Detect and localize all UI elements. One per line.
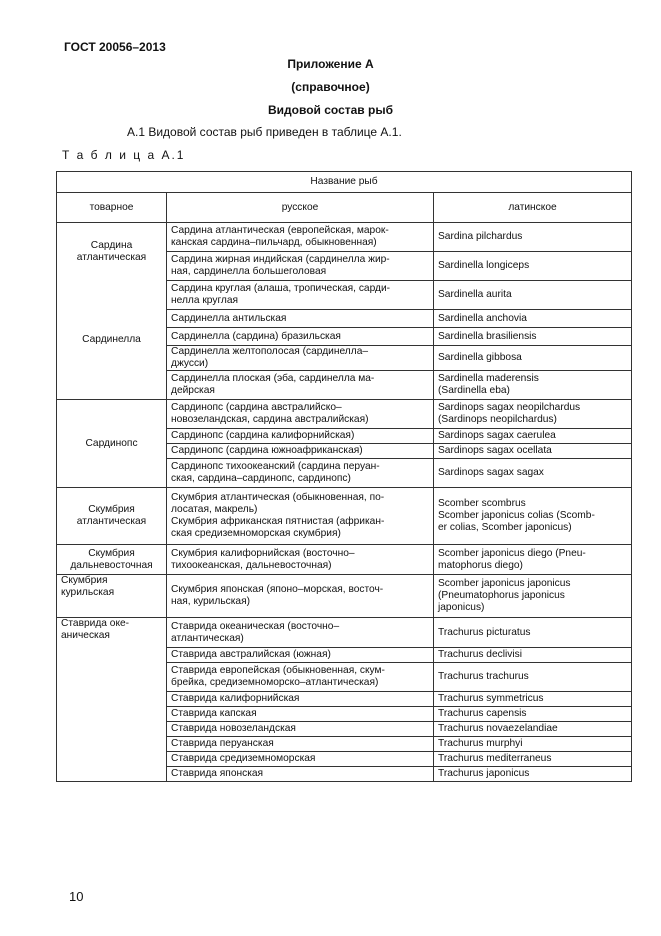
- russian-name-cell: Сардинопс (сардина калифорнийская): [167, 429, 434, 444]
- russian-name-cell: Скумбрия калифорнийская (восточно– тихоокеанская, дальневосточная): [167, 545, 434, 575]
- russian-name-cell: Ставрида калифорнийская: [167, 692, 434, 707]
- latin-name-cell: Trachurus japonicus: [434, 767, 632, 782]
- russian-name-cell: Сардинелла антильская: [167, 310, 434, 328]
- russian-name-cell: Сардина атлантическая (европейская, марок- канская сардина–пильчард, обыкновенная): [167, 223, 434, 252]
- trade-name-cell: Сардинелла: [57, 281, 167, 400]
- trade-name-cell: Ставрида оке- аническая: [57, 618, 167, 782]
- russian-name-cell: Ставрида перуанская: [167, 737, 434, 752]
- table-row: [57, 618, 632, 648]
- russian-name-cell: Сардина жирная индийская (сардинелла жир- ная, сардинелла большеголовая: [167, 252, 434, 281]
- header-latin: латинское: [434, 193, 632, 223]
- russian-name-cell: Сардинелла плоская (эба, сардинелла ма- дейрская: [167, 371, 434, 400]
- page-number: 10: [69, 889, 84, 904]
- russian-name-cell: Скумбрия японская (японо–морская, восточ- ная, курильская): [167, 575, 434, 618]
- appendix-type: (справочное): [291, 80, 370, 94]
- latin-name-cell: Sardinella aurita: [434, 281, 632, 310]
- trade-name-cell: Скумбрия атлантическая: [57, 488, 167, 545]
- russian-name-cell: Ставрида средиземноморская: [167, 752, 434, 767]
- russian-name-cell: Ставрида японская: [167, 767, 434, 782]
- species-table: [56, 171, 632, 782]
- header-fish-names: Название рыб: [57, 172, 632, 193]
- russian-name-cell: Сардинопс (сардина австралийско– новозеландская, сардина австралийская): [167, 400, 434, 429]
- latin-name-cell: Trachurus trachurus: [434, 663, 632, 692]
- russian-name-cell: Ставрида капская: [167, 707, 434, 722]
- trade-name-cell: Скумбрия курильская: [57, 575, 167, 618]
- latin-name-cell: Sardinella maderensis (Sardinella eba): [434, 371, 632, 400]
- latin-name-cell: Sardinops sagax sagax: [434, 459, 632, 488]
- table-row: [57, 400, 632, 429]
- russian-name-cell: Ставрида австралийская (южная): [167, 648, 434, 663]
- trade-name-cell: Сардина атлантическая: [57, 223, 167, 281]
- latin-name-cell: Sardinella anchovia: [434, 310, 632, 328]
- latin-name-cell: Scomber japonicus diego (Pneu- matophorus diego): [434, 545, 632, 575]
- russian-name-cell: Сардинелла желтополосая (сардинелла– джусси): [167, 346, 434, 371]
- russian-name-cell: Сардинопс тихоокеанский (сардина перуан- ская, сардина–сардинопс, сардинопс): [167, 459, 434, 488]
- latin-name-cell: Sardinella brasiliensis: [434, 328, 632, 346]
- table-label: Т а б л и ц а А.1: [62, 148, 186, 162]
- russian-name-cell: Сардинелла (сардина) бразильская: [167, 328, 434, 346]
- header-trade: товарное: [57, 193, 167, 223]
- latin-name-cell: Sardinella gibbosa: [434, 346, 632, 371]
- latin-name-cell: Trachurus capensis: [434, 707, 632, 722]
- appendix-title: Приложение А: [287, 57, 374, 71]
- latin-name-cell: Scomber japonicus japonicus (Pneumatophorus japonicus japonicus): [434, 575, 632, 618]
- trade-name-cell: Сардинопс: [57, 400, 167, 488]
- latin-name-cell: Trachurus picturatus: [434, 618, 632, 648]
- standard-code: ГОСТ 20056–2013: [64, 40, 166, 54]
- latin-name-cell: Trachurus murphyi: [434, 737, 632, 752]
- latin-name-cell: Sardinops sagax caerulea: [434, 429, 632, 444]
- latin-name-cell: Trachurus declivisi: [434, 648, 632, 663]
- russian-name-cell: Сардинопс (сардина южноафриканская): [167, 444, 434, 459]
- latin-name-cell: Sardina pilchardus: [434, 223, 632, 252]
- russian-name-cell: Скумбрия атлантическая (обыкновенная, по- лосатая, макрель) Скумбрия африканская пятнистая (африкан- ская средиземноморская скумбрия): [167, 488, 434, 545]
- header-russian: русское: [167, 193, 434, 223]
- latin-name-cell: Trachurus novaezelandiae: [434, 722, 632, 737]
- intro-paragraph: А.1 Видовой состав рыб приведен в таблице А.1.: [127, 125, 402, 139]
- table-row: [57, 281, 632, 310]
- russian-name-cell: Ставрида новозеландская: [167, 722, 434, 737]
- table-row: [57, 488, 632, 545]
- latin-name-cell: Sardinops sagax neopilchardus (Sardinops neopilchardus): [434, 400, 632, 429]
- latin-name-cell: Sardinella longiceps: [434, 252, 632, 281]
- section-title: Видовой состав рыб: [267, 103, 394, 117]
- latin-name-cell: Scomber scombrus Scomber japonicus colias (Scomb- er colias, Scomber japonicus): [434, 488, 632, 545]
- table-row: [57, 223, 632, 252]
- russian-name-cell: Ставрида океаническая (восточно– атлантическая): [167, 618, 434, 648]
- trade-name-cell: Скумбрия дальневосточная: [57, 545, 167, 575]
- latin-name-cell: Trachurus mediterraneus: [434, 752, 632, 767]
- russian-name-cell: Ставрида европейская (обыкновенная, скум- брейка, средиземноморско–атлантическая): [167, 663, 434, 692]
- latin-name-cell: Sardinops sagax ocellata: [434, 444, 632, 459]
- latin-name-cell: Trachurus symmetricus: [434, 692, 632, 707]
- table-row: [57, 575, 632, 618]
- table-row: [57, 545, 632, 575]
- russian-name-cell: Сардина круглая (алаша, тропическая, сарди- нелла круглая: [167, 281, 434, 310]
